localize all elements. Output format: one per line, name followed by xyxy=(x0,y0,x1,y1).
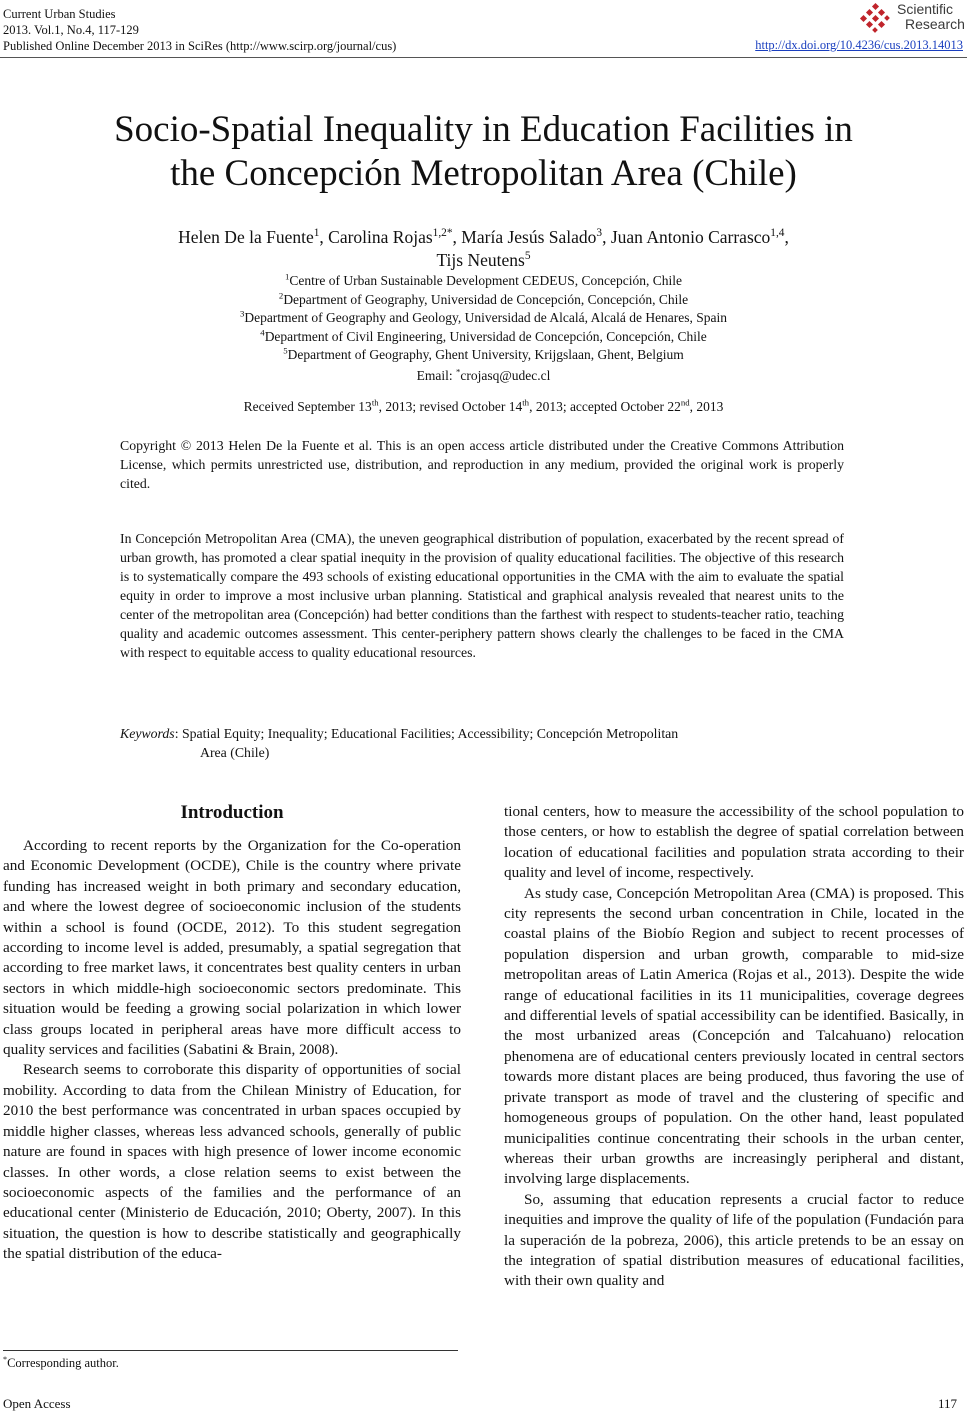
author-name: , María Jesús Salado xyxy=(452,227,597,247)
publication-info: Published Online December 2013 in SciRes (http://www.scirp.org/journal/cus) xyxy=(3,39,397,53)
journal-name: Current Urban Studies xyxy=(3,7,116,21)
journal-header xyxy=(3,6,396,54)
body-paragraph: tional centers, how to measure the accessibility of the school population to those centers, or how to establish the degree of spatial correlation between location of educational facilities and population strata according to their quality and level of income, respectively. xyxy=(504,803,964,882)
author-name: Helen De la Fuente xyxy=(178,227,314,247)
received-dates: Received September 13th, 2013; revised October 14th, 2013; accepted October 22nd, 2013 xyxy=(243,397,724,414)
footer-access-label: Open Access xyxy=(3,1396,71,1411)
paper-title xyxy=(0,108,967,196)
author-affil-sup: 5 xyxy=(524,250,531,263)
page-number: 117 xyxy=(937,1396,957,1411)
journal-volume: 2013. Vol.1, No.4, 117-129 xyxy=(3,23,139,37)
body-column-left xyxy=(3,800,461,1265)
author-list xyxy=(0,226,967,272)
author-affil-sup: 1,4 xyxy=(770,227,785,240)
abstract: In Concepción Metropolitan Area (CMA), the uneven geographical distribution of population, exacerbated by the recent spread of urban growth, has promoted a clear spatial inequity in the provision of quality educational facilities. The objective of this research is to systematically compare the 493 schools of existing educational opportunities in the CMA with the aim to evaluate the spatial equity in order to improve a most inclusive urban planning. Statistical and graphical analysis revealed that nearest units to the center of the metropolitan area (Concepción) had better conditions than the farthest with respect to students-teacher ratio, teaching quality and academic outcomes assessment. This center-periphery pattern shows clearly the challenges to be faced in the CMA with respect to equitable access to quality educational resources. xyxy=(120,531,844,660)
keywords-label: Keywords xyxy=(120,726,175,741)
keywords-text: : Spatial Equity; Inequality; Educational Facilities; Accessibility; Concepción Metropolitan xyxy=(174,726,679,741)
affiliation-item: $^1$Centre of Urban Sustainable Development CEDEUS, Concepción, Chile xyxy=(285,271,682,288)
affiliation-item: $^5$Department of Geography, Ghent University, Krijgslaan, Ghent, Belgium xyxy=(283,345,684,362)
publisher-logo xyxy=(859,1,963,35)
author-name: Tijs Neutens xyxy=(436,250,525,270)
title-line-2: the Concepción Metropolitan Area (Chile) xyxy=(170,153,797,194)
logo-text-line2: Research xyxy=(905,16,965,32)
author-affil-sup: 3 xyxy=(596,227,603,240)
logo-mark-icon xyxy=(859,2,895,34)
author-name: , Juan Antonio Carrasco xyxy=(602,227,771,247)
doi-link[interactable]: http://dx.doi.org/10.4236/cus.2013.14013 xyxy=(755,38,963,52)
author-affil-sup: 1,2* xyxy=(432,227,453,240)
affiliation-item: $^2$Department of Geography, Universidad de Concepción, Concepción, Chile xyxy=(278,290,689,307)
body-paragraph: As study case, Concepción Metropolitan Area (CMA) is proposed. This city represents the second urban concentration in Chile, located in the coastal plains of the Biobío Region and subject to recent processes of population dispersion and urban growth, comparable to mid-size metropolitan areas of Latin America (Rojas et al., 2013). Despite the wide range of educational facilities in its 11 municipalities, coverage degrees and differential levels of spatial accessibility can be identified. Basically, in the most urbanized areas (Concepción and Talcahuano) relocation phenomena are of educational centers previously located in central sectors towards more distant places are being produced, thus favoring the use of private transport as mode of travel and the clustering of specific and homogeneous groups of population. On the other hand, least populated municipalities continue concentrating their schools in the urban center, whereas their urban growths are increasingly peripheral and distant, involving large displacements. xyxy=(504,884,964,1188)
body-column-right xyxy=(504,802,964,1292)
author-separator: , xyxy=(784,227,789,247)
keywords xyxy=(120,724,844,762)
email-line: Email: *crojasq@udec.cl xyxy=(416,366,551,383)
keywords-text-cont: Area (Chile) xyxy=(200,745,270,760)
body-paragraph: Research seems to corroborate this disparity of opportunities of social mobility. According to data from the Chilean Ministry of Education, for 2010 the best performance was concentrated in urban spaces occupied by middle higher classes, whereas less advanced schools, generally of public nature are found in spaces with high presence of lower income economic classes. In other words, a close relation seems to exist between the socioeconomic aspects of the families and the performance of an educational center (Ministerio de Educación, 2010; Oberty, 2007). In this situation, the question is how to describe statistically and geographically the spatial distribution of the educa- xyxy=(3,1061,461,1263)
header-divider xyxy=(0,57,967,58)
copyright-notice: Copyright © 2013 Helen De la Fuente et al. This is an open access article distributed under the Creative Commons Attribution License, which permits unrestricted use, distribution, and reproduction in any medium, provided the original work is properly cited. xyxy=(120,438,844,491)
footnote-divider xyxy=(3,1350,458,1351)
affiliations xyxy=(0,272,967,385)
author-name: , Carolina Rojas xyxy=(319,227,433,247)
logo-text-line1: Scientific xyxy=(897,1,954,17)
body-paragraph: According to recent reports by the Organization for the Co-operation and Economic Development (OCDE), Chile is the country where private funding has increased weight in both primary and secondary education, and where the lowest degree of socioeconomic inclusion of the students within a school is found (OCDE, 2012). To this student segregation according to income level is added, presumably, a spatial segregation that according to free market laws, it concentrates best quality centers in urban sectors in which middle-high socioeconomic sectors predominate. This situation would be feeding a growing social polarization in which lower class groups located in peripheral areas have more difficult access to quality services and facilities (Sabatini & Brain, 2008). xyxy=(3,837,461,1059)
author-affil-sup: 1 xyxy=(313,227,320,240)
title-line-1: Socio-Spatial Inequality in Education Facilities in xyxy=(114,109,853,150)
email-address[interactable]: crojasq@udec.cl xyxy=(460,367,551,383)
section-title: Introduction xyxy=(180,802,284,823)
footnote: *Corresponding author. xyxy=(3,1354,119,1370)
body-paragraph: So, assuming that education represents a crucial factor to reduce inequities and improve the quality of life of the population (Fundación para la superación de la pobreza, 2006), this article pretends to be an essay on the integration of spatial distribution measures of educational facilities, with their own quality and xyxy=(504,1190,964,1290)
affiliation-item: $^3$Department of Geography and Geology, Universidad de Alcalá, Alcalá de Henares, Spain xyxy=(239,308,728,325)
affiliation-item: $^4$Department of Civil Engineering, Universidad de Concepción, Concepción, Chile xyxy=(260,327,707,344)
